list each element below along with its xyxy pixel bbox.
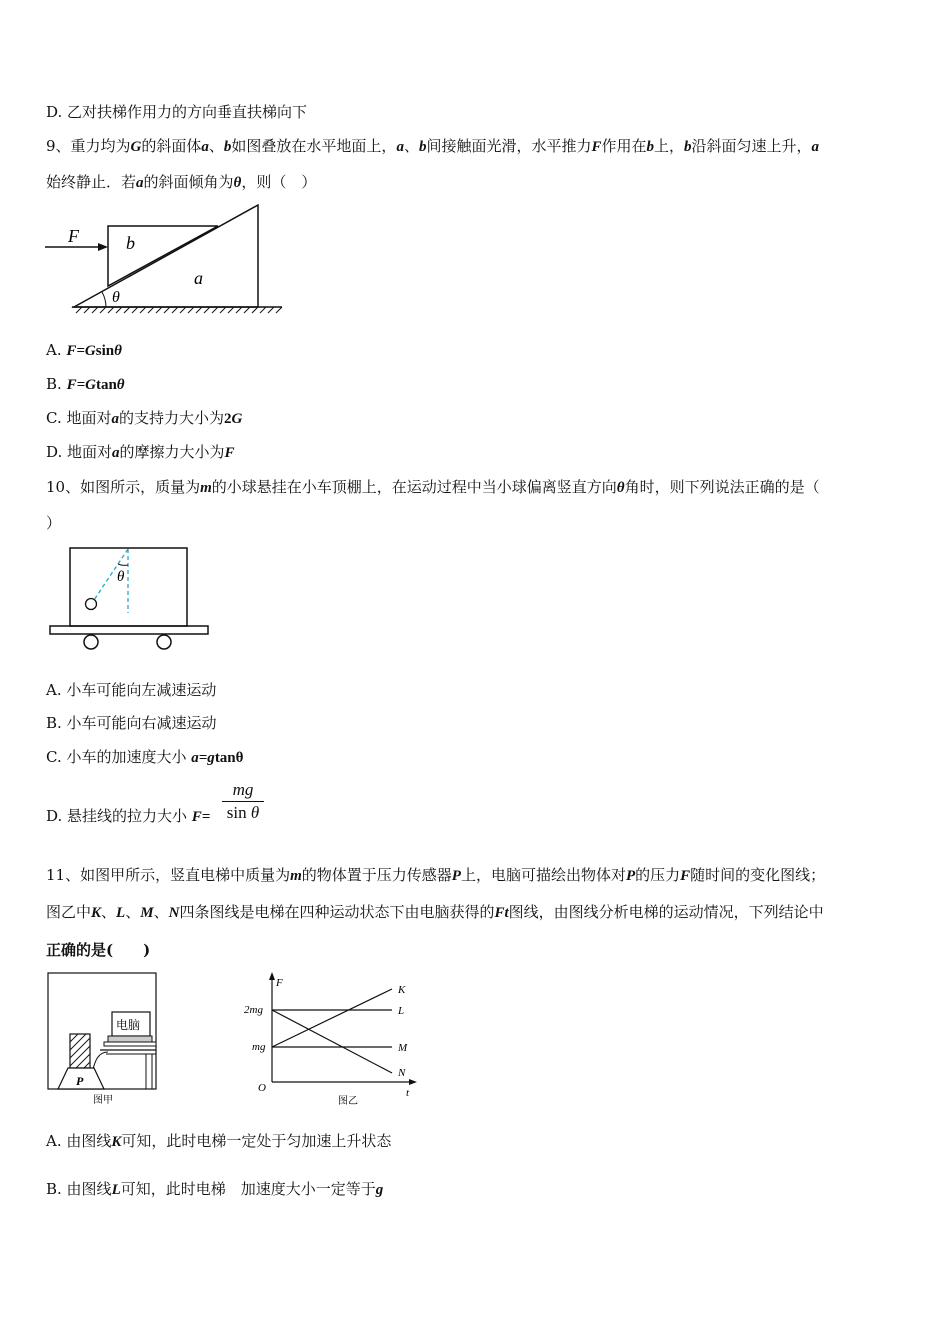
arrow-head-icon [98,243,108,251]
q11-var-M: M [140,905,154,921]
computer-label: 电脑 [116,1018,141,1032]
q11-var-Ft: Ft [494,905,509,921]
denominator-theta: θ [250,803,260,822]
q11-option-b [46,1179,383,1200]
q10-var-m: m [200,480,212,496]
q9-stem-text: 始终静止．若 [46,173,137,191]
q9-stem-text: 沿斜面匀速上升， [691,137,812,155]
q9-stem-text: 如图叠放在水平地面上， [231,137,397,155]
label-F: F [68,226,79,246]
line-K [272,989,392,1047]
fraction [222,780,264,823]
q10-stem-text: 10、如图所示，质量为 [46,478,201,496]
line-N-label: N [398,1067,406,1079]
option-math: F=G [66,377,96,393]
option-prefix: A. 由图线 [46,1132,112,1150]
option-theta: θ [114,343,122,359]
origin-label: O [258,1082,266,1094]
q11-stem-text: 图乙中 [46,903,92,921]
q11-sep: 、 [153,903,169,921]
q9-stem-text: 间接触面光滑，水平推力 [426,137,592,155]
option-fn: tan [95,377,117,393]
q11-option-a [46,1131,391,1152]
label-a: a [194,268,203,288]
q11-figure-b [240,970,420,1110]
fraction-denominator [222,803,264,823]
angle-arc [118,564,128,565]
computer-stand [104,1042,156,1046]
option-theta: θ [116,377,125,393]
q9-stem-text: 的斜面倾角为 [143,173,234,191]
wedge-a [74,205,258,307]
option-var-L: L [111,1182,121,1198]
option-var-g: g [375,1182,384,1198]
q11-stem-text: 的压力 [635,866,681,884]
q11-var-P: P [625,868,636,884]
wheel-icon [84,635,98,649]
q9-stem-line2 [46,172,316,193]
q11-var-P: P [451,868,461,884]
computer-base [108,1036,152,1042]
q9-var-G: G [130,139,142,155]
q11-stem-line2 [46,902,824,923]
q9-var-a: a [136,175,144,191]
q9-var-theta: θ [233,175,242,191]
x-axis-arrow-icon [409,1079,417,1085]
q9-var-b: b [418,139,427,155]
q11-stem-text: 上，电脑可描绘出物体对 [460,866,626,884]
q9-var-b: b [646,139,654,155]
q11-stem-text: 的物体置于压力传感器 [301,866,452,884]
q9-option-b [46,374,125,395]
q10-stem-text: 的小球悬挂在小车顶棚上，在运动过程中当小球偏离竖直方向 [211,478,617,496]
q10-option-c [46,747,243,768]
q10-option-a: A. 小车可能向左减速运动 [46,681,217,699]
option-var-F: F [224,445,235,461]
wheel-icon [157,635,171,649]
angle-arc [102,292,106,307]
q10-option-d [46,806,210,827]
q9-sep: 、 [208,137,224,155]
q9-stem-text: ，则（ ） [241,173,317,191]
sensor-label: P [76,1074,84,1088]
q11-stem-line1 [46,865,825,886]
option-math: F=G [66,343,96,359]
option-prefix: A. [46,341,67,359]
q9-incline-figure [40,200,290,320]
q10-var-theta: θ [616,480,625,496]
q9-stem-text: 上， [654,137,685,155]
option-math: a=g [191,750,215,766]
q10-stem-text: 角时，则下列说法正确的是（ [624,478,820,496]
q10-stem-line1 [46,477,820,498]
q9-option-d [46,442,235,463]
q9-sep: 、 [403,137,419,155]
q11-stem-text: 四条图线是电梯在四种运动状态下由电脑获得的 [179,903,495,921]
tick-2mg: 2mg [244,1004,263,1016]
q9-stem-text: 作用在 [601,137,647,155]
q10-cart-figure [46,545,216,655]
q11-var-F: F [680,868,691,884]
q11-stem-line3: 正确的是( ) [46,941,151,959]
denominator-fn: sin [226,803,247,822]
label-b: b [126,233,135,253]
option-var-K: K [111,1134,122,1150]
line-L-label: L [398,1005,405,1017]
q11-var-N: N [168,905,180,921]
option-prefix: D. 悬挂线的拉力大小 [46,807,192,825]
option-text: 的摩擦力大小为 [119,443,225,461]
line-N [272,1010,392,1073]
q11-stem-text: 11、如图甲所示，竖直电梯中质量为 [46,866,291,884]
option-prefix: B. [46,375,67,393]
label-theta: θ [117,569,125,585]
q9-stem-text: 9、重力均为 [46,137,131,155]
q9-option-a [46,340,122,361]
option-text: 的支持力大小为 [118,409,224,427]
q9-var-a: a [396,139,404,155]
cart-base [50,626,208,634]
q9-var-a: a [201,139,209,155]
q11-sep: 、 [101,903,117,921]
figure-b-caption: 图乙 [338,1096,358,1107]
option-prefix: C. 小车的加速度大小 [46,748,192,766]
x-axis-label: t [406,1087,410,1099]
label-theta: θ [112,289,120,306]
figure-a-caption: 图甲 [93,1095,113,1106]
q9-var-a: a [811,139,820,155]
q11-stem-text: 随时间的变化图线； [690,866,826,884]
q11-var-L: L [116,905,126,921]
fraction-numerator: mg [232,780,254,799]
q9-stem-line1 [46,136,819,157]
option-var-F: F= [191,809,211,825]
ball-icon [86,599,97,610]
q9-var-b: b [223,139,232,155]
q11-stem-text: 图线，由图线分析电梯的运动情况，下列结论中 [508,903,824,921]
option-prefix: B. 由图线 [46,1180,112,1198]
q11-var-m: m [290,868,302,884]
q10-stem-line2: ） [46,514,62,532]
q9-option-c [46,408,242,429]
option-text: 可知，此时电梯 加速度大小一定等于 [120,1180,376,1198]
q11-figure-a [46,970,161,1110]
q10-option-b: B. 小车可能向右减速运动 [46,714,217,732]
fraction-bar [222,801,264,802]
option-number: 2 [224,411,232,427]
q8-option-d: D. 乙对扶梯作用力的方向垂直扶梯向下 [46,103,308,121]
tick-mg: mg [252,1041,266,1053]
option-var-G: G [231,411,243,427]
q9-var-b: b [684,139,692,155]
option-fn: tanθ [214,750,244,766]
q9-stem-text: 的斜面体 [141,137,202,155]
line-K-label: K [398,984,406,996]
q9-var-F: F [591,139,602,155]
y-axis-label: F [276,977,283,989]
option-var-a: a [112,445,120,461]
option-prefix: C. 地面对 [46,409,112,427]
q11-sep: 、 [125,903,141,921]
y-axis-arrow-icon [269,972,275,980]
option-var-a: a [111,411,119,427]
q11-var-K: K [91,905,102,921]
ground-hatch [76,307,282,313]
line-M-label: M [398,1042,408,1054]
option-prefix: D. 地面对 [46,443,113,461]
option-text: 可知，此时电梯一定处于匀加速上升状态 [121,1132,392,1150]
option-fn: sin [95,343,115,359]
